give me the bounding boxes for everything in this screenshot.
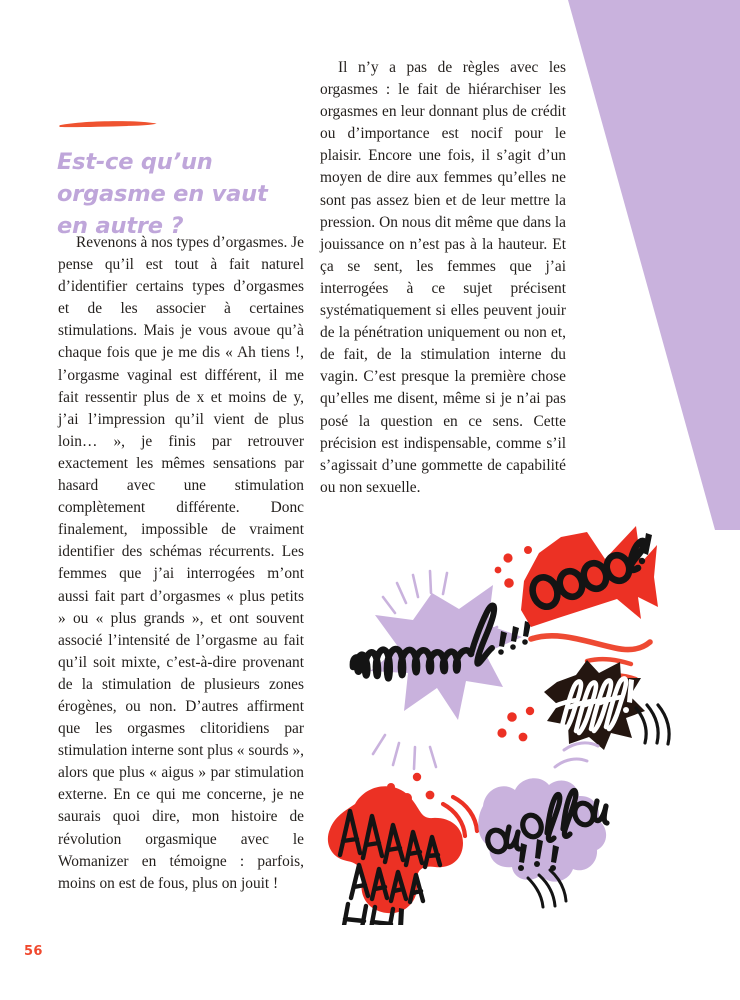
bubble-mmmh-exclamations xyxy=(498,621,531,655)
bubble-ouollou-top-rays-icon xyxy=(555,743,598,767)
body-paragraph-left: Revenons à nos types d’orgasmes. Je pense qu’il est tout à fait naturel d’identifier certains types d’orgasmes et de les associer à certaines stimulations. Mais je vous avoue qu’à chaque fois que je me dis « Ah tiens !, l’orgasme vaginal est différent, il me fait ressentir plus de x et moins de y, j’ai l’impression qu’il vient de plus loin… », je finis par retrouver exactement les mêmes sensations par hasard avec une stimulation complètement différente. Donc finalement, impossible de vraiment identifier des schémas récurrents. Les femmes que j’ai interrogées m’ont aussi fait part d’orgasmes « plus petits » ou « plus grands », et ont souvent associé l’intensité de l’orgasme au fait qu’il soit mixte, c’est-à-dire provenant de la stimulation de plusieurs zones érogènes, ou non. D’autres affirment que les orgasmes clitoridiens par stimulation interne sont plus « sourds », alors que plus « aigus » par stimulation externe. En ce qui me concerne, je ne saurais quoi dire, mon histoire de révolution orgasmique avec le Womanizer en témoigne : parfois, moins on est de fous, plus on jouit ! xyxy=(58,234,304,892)
bubble-ooooh xyxy=(521,526,658,627)
section-heading-block xyxy=(57,118,307,242)
page-title-line-1: Est-ce qu’un xyxy=(57,149,213,175)
body-column-right xyxy=(320,57,566,499)
bubble-fffff xyxy=(544,660,669,750)
bubble-mmmh xyxy=(353,585,531,720)
bubble-aaaahh xyxy=(328,786,477,925)
body-paragraph-right: Il n’y a pas de règles avec les orgasmes : le fait de hiérarchiser les orgasmes en leur donnant plus de crédit ou d’importance est nocif pour le plaisir. Encore une fois, il s’agit d’un moyen de dire aux femmes qu’elles ne sont pas assez bien et de leur mettre la pression. On nous dit même que dans la jouissance on n’est pas à la hauteur. Et ça se sent, les femmes que j’ai interrogées à ce sujet précisent systématiquement si elles peuvent jouir de la pénétration uniquement ou non et, de fait, de la stimulation interne du vagin. C’est presque la première chose qu’elles me disent, même si je n’ai pas posé la question en ce sens. Cette précision est indispensable, comme s’il s’agissait d’une gommette de capabilité ou non sexuelle. xyxy=(320,59,566,496)
red-brush-rule-icon xyxy=(58,118,158,130)
page-title xyxy=(57,146,307,242)
speech-bubble-illustration xyxy=(325,515,740,925)
page-title-line-2: orgasme en vaut xyxy=(57,181,268,207)
page-title-line-3: en autre ? xyxy=(57,213,184,239)
bubble-ouollou xyxy=(478,743,607,907)
body-column-left xyxy=(58,232,304,895)
purple-corner-wedge xyxy=(540,0,740,530)
page-number: 56 xyxy=(24,944,43,959)
